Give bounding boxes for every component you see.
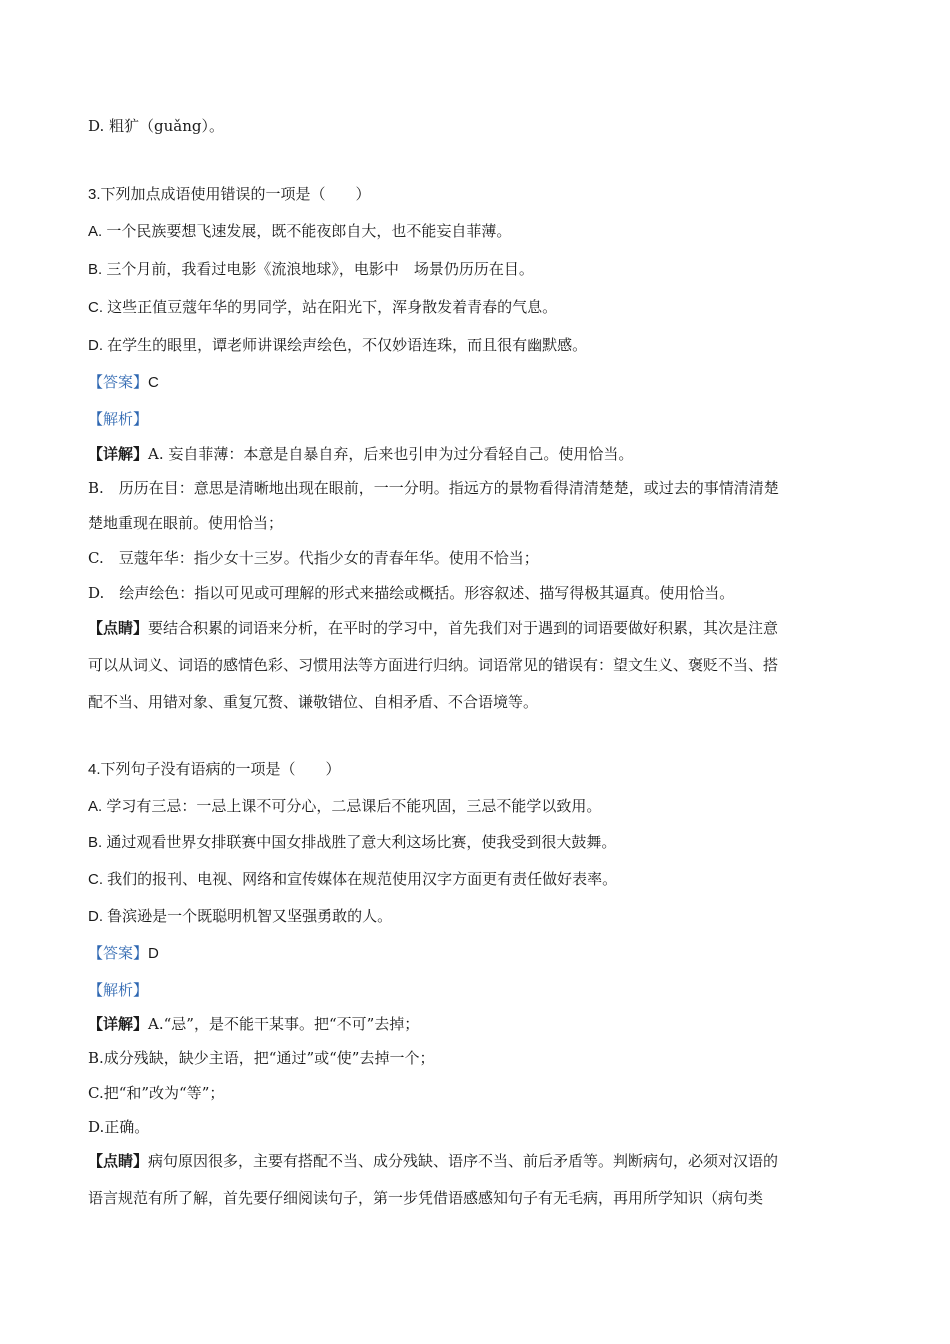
q4-note-line-2: 语言规范有所了解，首先要仔细阅读句子，第一步凭借语感感知句子有无毛病，再用所学知识（病句类 xyxy=(88,1189,764,1207)
detail-text: A. 妄自菲薄：本意是自暴自弃，后来也引申为过分看轻自己。使用恰当。 xyxy=(148,445,634,463)
answer-tag: 【答案】 xyxy=(88,374,149,391)
q3-detail-line-2: B. 历历在目：意思是清晰地出现在眼前，一一分明。指远方的景物看得清清楚楚，或过去的事情清清楚 xyxy=(88,479,779,497)
q4-option-a: A. 学习有三忌：一忌上课不可分心，二忌课后不能巩固，三忌不能学以致用。 xyxy=(88,798,602,815)
q4-stem: 4.下列句子没有语病的一项是（ ） xyxy=(88,761,341,778)
answer-tag: 【答案】 xyxy=(88,945,149,962)
q4-analysis-tag: 【解析】 xyxy=(88,982,149,999)
q2-option-d: D. 粗犷（guǎng）。 xyxy=(88,117,224,135)
q3-analysis-tag: 【解析】 xyxy=(88,411,149,428)
q3-option-b: B. 三个月前，我看过电影《流浪地球》，电影中 场景仍历历在目。 xyxy=(88,261,534,278)
q3-answer xyxy=(88,373,159,393)
q3-note-line-1 xyxy=(88,618,778,638)
detail-tag: 【详解】 xyxy=(88,445,149,463)
q3-option-c: C. 这些正值豆蔻年华的男同学，站在阳光下，浑身散发着青春的气息。 xyxy=(88,299,558,316)
note-text: 病句原因很多，主要有搭配不当、成分残缺、语序不当、前后矛盾等。判断病句，必须对汉语的 xyxy=(148,1152,779,1170)
note-tag: 【点睛】 xyxy=(88,619,149,637)
q3-detail-line-1 xyxy=(88,444,633,464)
q3-note-line-3: 配不当、用错对象、重复冗赘、谦敬错位、自相矛盾、不合语境等。 xyxy=(88,693,539,711)
q4-detail-line-4: D.正确。 xyxy=(88,1118,150,1136)
detail-text: A.“忌”，是不能干某事。把“不可”去掉； xyxy=(148,1015,420,1033)
q3-option-d: D. 在学生的眼里，谭老师讲课绘声绘色，不仅妙语连珠，而且很有幽默感。 xyxy=(88,337,588,354)
q3-stem: 3.下列加点成语使用错误的一项是（ ） xyxy=(88,186,371,203)
note-text: 要结合积累的词语来分析，在平时的学习中，首先我们对于遇到的词语要做好积累，其次是注意 xyxy=(148,619,779,637)
q3-detail-line-3: 楚地重现在眼前。使用恰当； xyxy=(88,514,284,532)
q4-option-d: D. 鲁滨逊是一个既聪明机智又坚强勇敢的人。 xyxy=(88,908,393,925)
q3-detail-line-5: D. 绘声绘色：指以可见或可理解的形式来描绘或概括。形容叙述、描写得极其逼真。使用恰当。 xyxy=(88,584,735,602)
q4-detail-line-3: C.把“和”改为“等”； xyxy=(88,1084,225,1102)
q3-option-a: A. 一个民族要想飞速发展，既不能夜郎自大，也不能妄自菲薄。 xyxy=(88,223,512,240)
q4-answer xyxy=(88,944,159,964)
note-tag: 【点睛】 xyxy=(88,1152,149,1170)
q3-detail-line-4: C. 豆蔻年华：指少女十三岁。代指少女的青春年华。使用不恰当； xyxy=(88,549,539,567)
q4-detail-line-1 xyxy=(88,1014,419,1034)
q4-detail-line-2: B.成分残缺，缺少主语，把“通过”或“使”去掉一个； xyxy=(88,1049,435,1067)
answer-value: D xyxy=(148,945,159,962)
q4-option-c: C. 我们的报刊、电视、网络和宣传媒体在规范使用汉字方面更有责任做好表率。 xyxy=(88,871,618,888)
q4-option-b: B. 通过观看世界女排联赛中国女排战胜了意大利这场比赛，使我受到很大鼓舞。 xyxy=(88,834,617,851)
answer-value: C xyxy=(148,374,159,391)
q4-note-line-1 xyxy=(88,1151,778,1171)
detail-tag: 【详解】 xyxy=(88,1015,149,1033)
q3-note-line-2: 可以从词义、词语的感情色彩、习惯用法等方面进行归纳。词语常见的错误有：望文生义、褒贬不当、搭 xyxy=(88,656,779,674)
